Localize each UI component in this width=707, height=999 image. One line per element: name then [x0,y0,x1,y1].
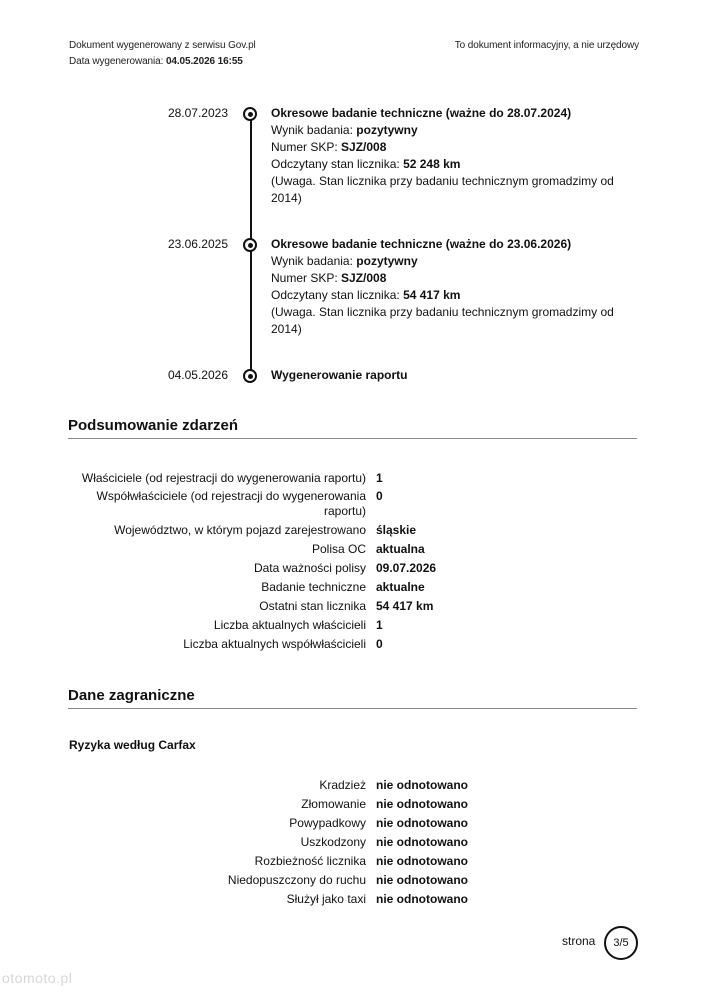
risk-value: nie odnotowano [376,835,468,849]
summary-label: Liczba aktualnych współwłaścicieli [183,637,366,651]
generation-date-label: Data wygenerowania: [69,56,166,67]
risk-label: Uszkodzony [300,835,366,849]
risk-value: nie odnotowano [376,797,468,811]
event-note: (Uwaga. Stan licznika przy badaniu technicznym gromadzimy od 2014) [271,174,614,205]
event-title: Okresowe badanie techniczne (ważne do 28.07.2024) [271,106,572,120]
odometer-value: 54 417 km [403,288,461,302]
summary-label: Ostatni stan licznika [259,599,366,613]
summary-label: Właściciele (od rejestracji do wygenerowania raportu) [81,471,366,485]
event-odometer [271,287,616,304]
source-text: Dokument wygenerowany z serwisu Gov.pl [69,40,256,51]
summary-label: Badanie techniczne [261,580,366,594]
risk-label: Powypadkowy [289,816,366,830]
event-title: Wygenerowanie raportu [271,368,408,382]
result-value: pozytywny [356,123,418,137]
watermark-logo: otomoto.pl [2,970,73,986]
timeline-dot-icon [243,369,257,383]
event-date: 28.07.2023 [167,106,228,120]
foreign-section-title: Dane zagraniczne [68,687,637,709]
summary-label: Województwo, w którym pojazd zarejestrowano [114,523,366,537]
summary-value: 09.07.2026 [376,561,437,575]
event-note: (Uwaga. Stan licznika przy badaniu technicznym gromadzimy od 2014) [271,305,614,336]
summary-value: 1 [376,471,383,485]
page-label: strona [562,934,596,948]
skp-label: Numer SKP: [271,140,342,154]
summary-value: 1 [376,618,383,632]
timeline-dot-icon [243,238,257,252]
summary-label: Liczba aktualnych właścicieli [213,618,366,632]
event-skp [271,139,616,156]
risk-value: nie odnotowano [376,873,468,887]
summary-value: 54 417 km [376,599,434,613]
summary-label: Współwłaściciele (od rejestracji do wygenerowania raportu) [96,489,366,518]
event-result [271,253,616,270]
summary-section-title: Podsumowanie zdarzeń [68,417,637,439]
skp-label: Numer SKP: [271,271,342,285]
risk-value: nie odnotowano [376,892,468,906]
event-odometer [271,156,616,173]
result-value: pozytywny [356,254,418,268]
carfax-subtitle: Ryzyka według Carfax [69,738,196,752]
event-details [271,105,616,207]
skp-value: SJZ/008 [341,140,387,154]
event-title: Okresowe badanie techniczne (ważne do 23.06.2026) [271,237,572,251]
summary-value: śląskie [376,523,417,537]
summary-value: 0 [376,637,383,651]
disclaimer-text: To dokument informacyjny, a nie urzędowy [454,40,639,51]
generation-date-line [69,56,256,72]
risk-label: Służył jako taxi [286,892,366,906]
risk-label: Niedopuszczony do ruchu [227,873,366,887]
risk-value: nie odnotowano [376,778,468,792]
risk-value: nie odnotowano [376,816,468,830]
generation-date-value: 04.05.2026 16:55 [165,56,243,67]
risk-label: Rozbieżność licznika [254,854,366,868]
risk-label: Złomowanie [301,797,366,811]
summary-label: Polisa OC [311,542,366,556]
skp-value: SJZ/008 [341,271,387,285]
risk-value: nie odnotowano [376,854,468,868]
summary-value: aktualna [376,542,425,556]
result-label: Wynik badania: [271,254,357,268]
timeline-dot-icon [243,107,257,121]
risk-label: Kradzież [319,778,366,792]
result-label: Wynik badania: [271,123,357,137]
odometer-label: Odczytany stan licznika: [271,157,404,171]
summary-value: 0 [376,489,383,503]
event-date: 04.05.2026 [167,368,228,382]
document-header-left [69,40,256,72]
summary-value: aktualne [376,580,425,594]
event-details [271,236,616,338]
event-skp [271,270,616,287]
event-date: 23.06.2025 [167,237,228,251]
odometer-value: 52 248 km [403,157,461,171]
page-number-badge: 3/5 [604,926,638,960]
event-details [271,367,616,384]
odometer-label: Odczytany stan licznika: [271,288,404,302]
event-result [271,122,616,139]
summary-label: Data ważności polisy [253,561,366,575]
